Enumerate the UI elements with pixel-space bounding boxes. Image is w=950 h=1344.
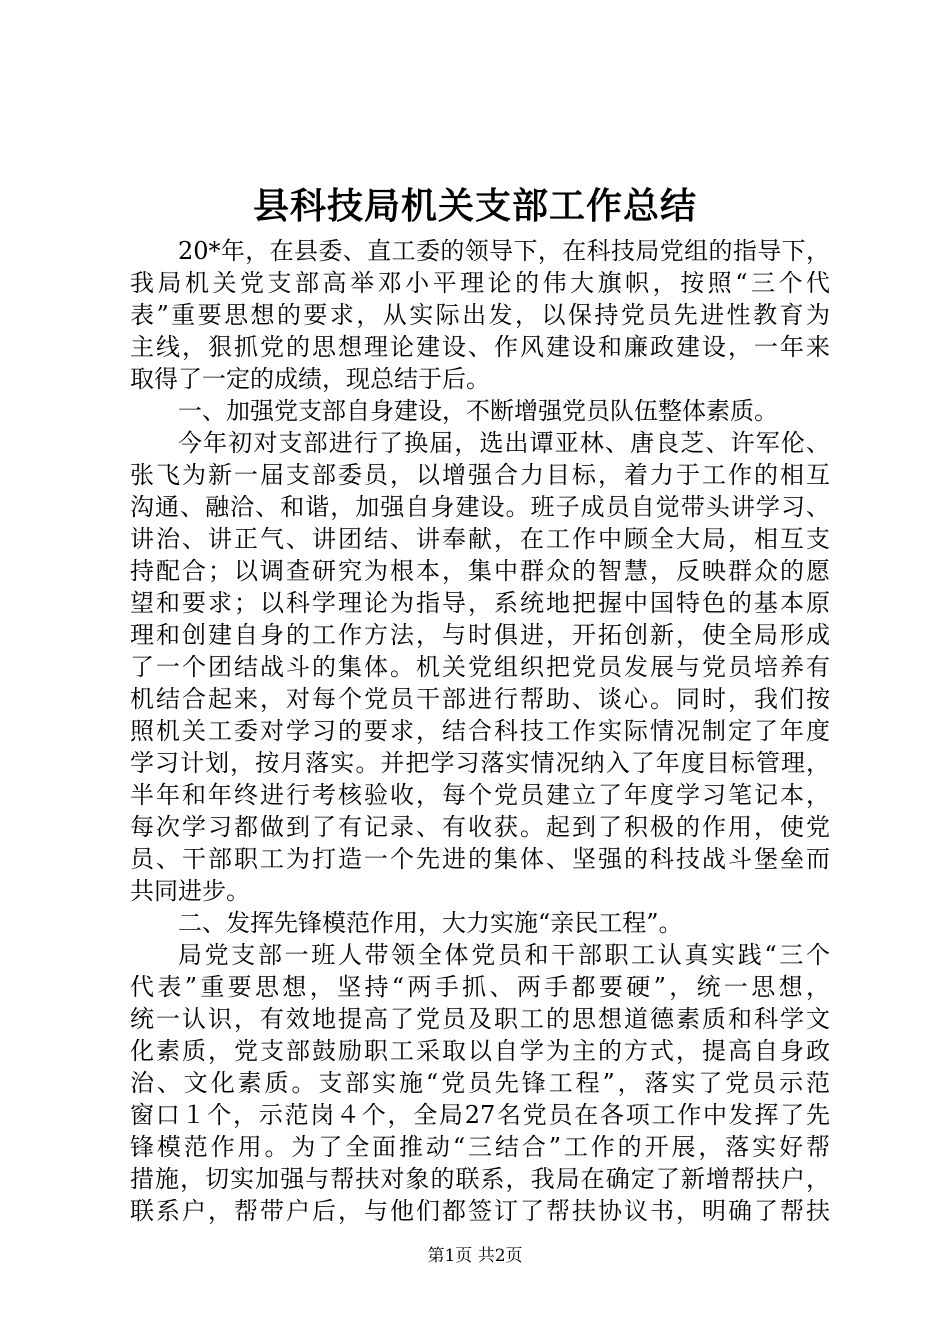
body-text-line: 代表”重要思想，坚持“两手抓、两手都要硬”，统一思想， — [130, 973, 830, 1001]
document-body — [130, 235, 830, 1227]
body-text-line: 讲治、讲正气、讲团结、讲奉献，在工作中顾全大局，相互支 — [130, 525, 830, 553]
body-text-line: 20*年，在县委、直工委的领导下，在科技局党组的指导下， — [178, 237, 830, 265]
body-text-line: 一、加强党支部自身建设，不断增强党员队伍整体素质。 — [178, 397, 778, 425]
body-text-line: 取得了一定的成绩，现总结于后。 — [130, 365, 490, 393]
body-text-line: 员、干部职工为打造一个先进的集体、坚强的科技战斗堡垒而 — [130, 845, 830, 873]
body-text-line: 我局机关党支部高举邓小平理论的伟大旗帜，按照“三个代 — [130, 269, 830, 297]
body-text-line: 半年和年终进行考核验收，每个党员建立了年度学习笔记本， — [130, 781, 830, 809]
body-text-line: 主线，狠抓党的思想理论建设、作风建设和廉政建设，一年来 — [130, 333, 830, 361]
body-text-line: 张飞为新一届支部委员，以增强合力目标，着力于工作的相互 — [130, 461, 830, 489]
body-text-line: 表”重要思想的要求，从实际出发，以保持党员先进性教育为 — [130, 301, 830, 329]
body-text-line: 治、文化素质。支部实施“党员先锋工程”，落实了党员示范 — [130, 1069, 830, 1097]
body-text-line: 持配合；以调查研究为根本，集中群众的智慧，反映群众的愿 — [130, 557, 830, 585]
body-text-line: 照机关工委对学习的要求，结合科技工作实际情况制定了年度 — [130, 717, 830, 745]
body-text-line: 措施，切实加强与帮扶对象的联系，我局在确定了新增帮扶户， — [130, 1165, 830, 1193]
body-text-line: 沟通、融洽、和谐，加强自身建设。班子成员自觉带头讲学习、 — [130, 493, 830, 521]
body-text-line: 每次学习都做到了有记录、有收获。起到了积极的作用，使党 — [130, 813, 830, 841]
page-footer: 第1页 共2页 — [427, 1246, 523, 1266]
body-text-line: 化素质，党支部鼓励职工采取以自学为主的方式，提高自身政 — [130, 1037, 830, 1065]
body-text-line: 共同进步。 — [130, 877, 250, 905]
body-text-line: 窗口１个，示范岗４个，全局27名党员在各项工作中发挥了先 — [130, 1101, 830, 1129]
body-text-line: 二、发挥先锋模范作用，大力实施“亲民工程”。 — [178, 909, 683, 937]
body-text-line: 机结合起来，对每个党员干部进行帮助、谈心。同时，我们按 — [130, 685, 830, 713]
body-text-line: 局党支部一班人带领全体党员和干部职工认真实践“三个 — [178, 941, 830, 969]
body-text-line: 了一个团结战斗的集体。机关党组织把党员发展与党员培养有 — [130, 653, 830, 681]
body-text-line: 统一认识，有效地提高了党员及职工的思想道德素质和科学文 — [130, 1005, 830, 1033]
body-text-line: 今年初对支部进行了换届，选出谭亚林、唐良芝、许军伦、 — [178, 429, 830, 457]
body-text-line: 望和要求；以科学理论为指导，系统地把握中国特色的基本原 — [130, 589, 830, 617]
document-title: 县科技局机关支部工作总结 — [252, 185, 697, 227]
body-text-line: 学习计划，按月落实。并把学习落实情况纳入了年度目标管理， — [130, 749, 830, 777]
body-text-line: 锋模范作用。为了全面推动“三结合”工作的开展，落实好帮 — [130, 1133, 830, 1161]
body-text-line: 联系户，帮带户后，与他们都签订了帮扶协议书，明确了帮扶 — [130, 1197, 830, 1225]
body-text-line: 理和创建自身的工作方法，与时俱进，开拓创新，使全局形成 — [130, 621, 830, 649]
